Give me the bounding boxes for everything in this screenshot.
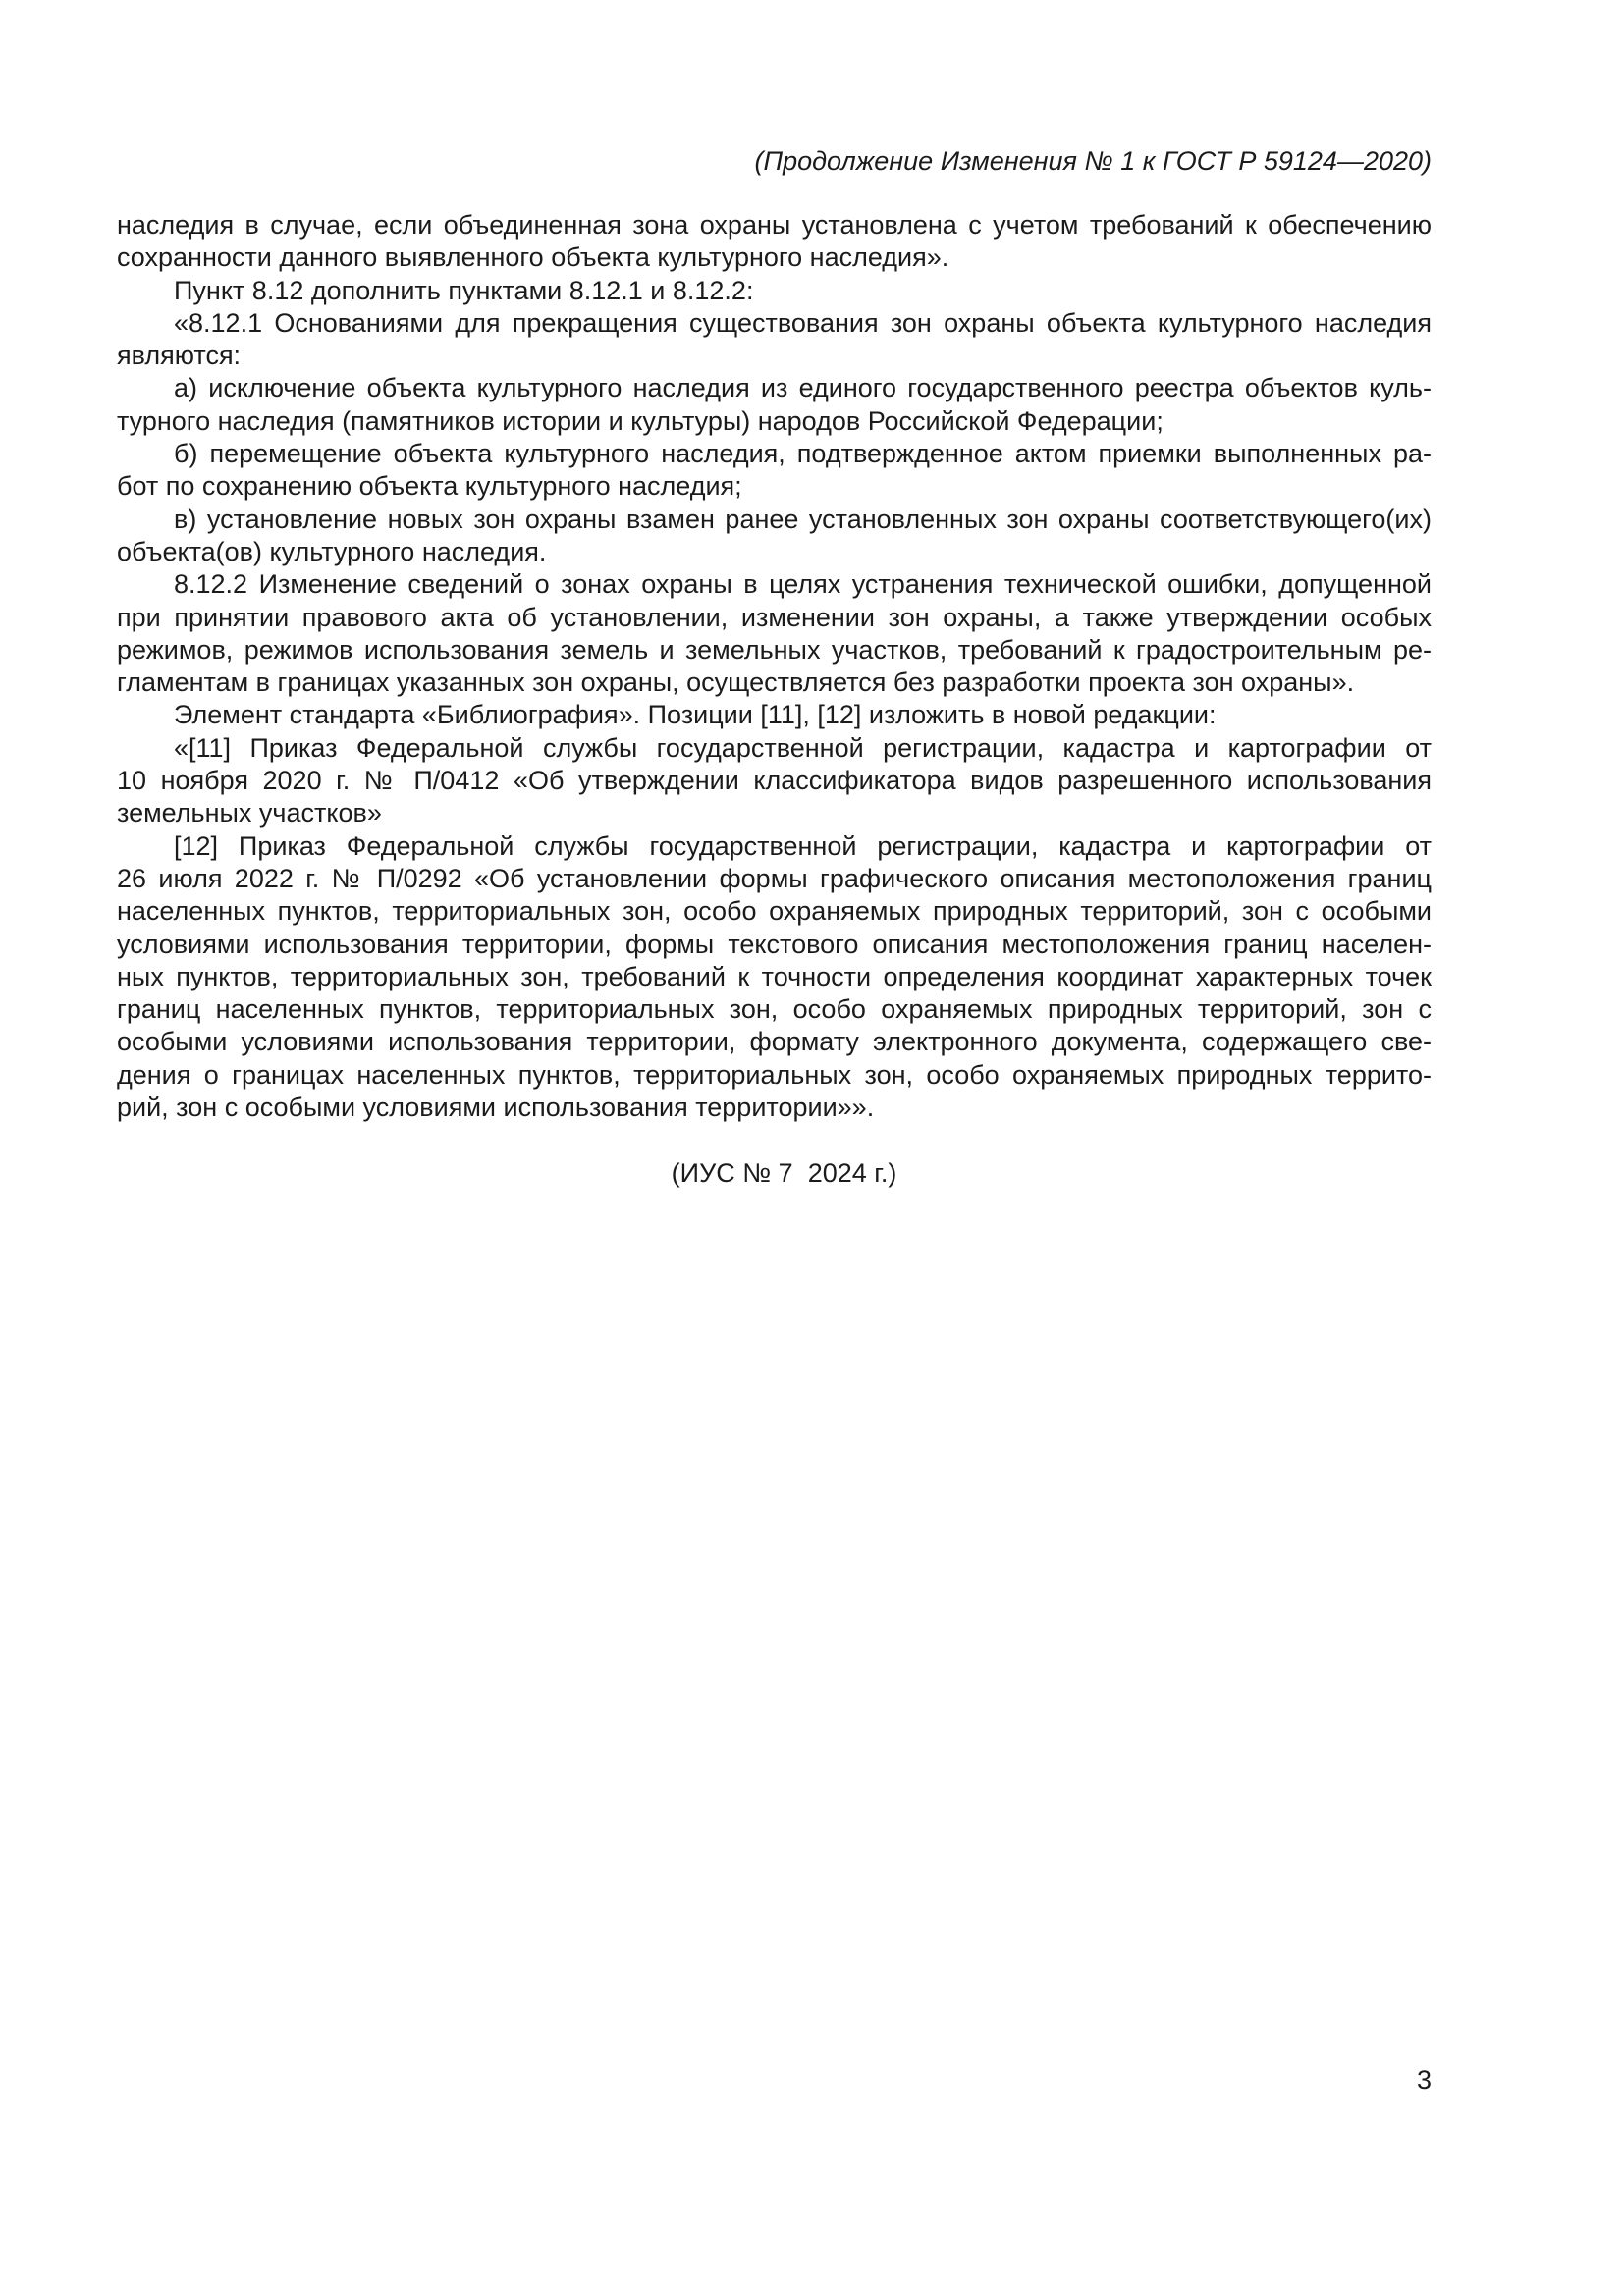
text-line: являются: bbox=[117, 341, 242, 371]
text-line: бот по сохранению объекта культурного наследия; bbox=[117, 471, 742, 502]
text-line: [12] Приказ Федеральной службы государственной регистрации, кадастра и картографии от bbox=[174, 830, 1432, 861]
text-line: границ населенных пунктов, территориальных зон, особо охраняемых природных территорий, зон с bbox=[117, 994, 1432, 1025]
text-line: особыми условиями использования территории, формату электронного документа, содержащего све- bbox=[117, 1027, 1432, 1057]
running-header: (Продолжение Изменения № 1 к ГОСТ Р 59124—2020) bbox=[754, 146, 1432, 176]
text-line: 26 июля 2022 г. № П/0292 «Об установлении формы графического описания местоположения границ bbox=[117, 863, 1432, 893]
text-line: в) установление новых зон охраны взамен ранее установленных зон охраны соответствующего(их) bbox=[174, 504, 1432, 534]
text-line: Пункт 8.12 дополнить пунктами 8.12.1 и 8.12.2: bbox=[174, 275, 754, 305]
text-line: рий, зон с особыми условиями использования территории»». bbox=[117, 1093, 875, 1123]
page-number: 3 bbox=[1416, 2065, 1432, 2095]
text-line: турного наследия (памятников истории и культуры) народов Российской Федерации; bbox=[117, 405, 1164, 436]
text-line: при принятии правового акта об установлении, изменении зон охраны, а также утверждении особых bbox=[117, 602, 1432, 632]
text-line: сохранности данного выявленного объекта культурного наследия». bbox=[117, 242, 949, 273]
text-line: условиями использования территории, формы текстового описания местоположения границ населен- bbox=[117, 929, 1432, 959]
text-line: наследия в случае, если объединенная зона охраны установлена с учетом требований к обеспечению bbox=[117, 210, 1432, 240]
text-line: дения о границах населенных пунктов, территориальных зон, особо охраняемых природных террито- bbox=[117, 1059, 1432, 1090]
text-line: режимов, режимов использования земель и земельных участков, требований к градостроительным ре- bbox=[117, 634, 1432, 665]
text-line: б) перемещение объекта культурного наследия, подтвержденное актом приемки выполненных ра- bbox=[174, 439, 1432, 469]
text-line: объекта(ов) культурного наследия. bbox=[117, 536, 547, 566]
text-line: «[11] Приказ Федеральной службы государственной регистрации, кадастра и картографии от bbox=[174, 732, 1432, 763]
text-line: 8.12.2 Изменение сведений о зонах охраны в целях устранения технической ошибки, допущенной bbox=[174, 569, 1432, 600]
text-line: «8.12.1 Основаниями для прекращения существования зон охраны объекта культурного наследия bbox=[174, 307, 1432, 338]
text-line: гламентам в границах указанных зон охраны, осуществляется без разработки проекта зон охраны». bbox=[117, 667, 1355, 698]
text-line: 10 ноября 2020 г. № П/0412 «Об утверждении классификатора видов разрешенного использования bbox=[117, 766, 1432, 796]
text-line: Элемент стандарта «Библиография». Позиции [11], [12] изложить в новой редакции: bbox=[174, 700, 1217, 730]
body-text bbox=[117, 209, 1432, 1190]
blank-line bbox=[117, 1124, 1432, 1156]
ius-note: (ИУС № 7 2024 г.) bbox=[671, 1157, 897, 1188]
text-line: земельных участков» bbox=[117, 798, 382, 828]
text-line: а) исключение объекта культурного наследия из единого государственного реестра объектов куль- bbox=[174, 373, 1432, 403]
text-line: ных пунктов, территориальных зон, требований к точности определения координат характерных точек bbox=[117, 961, 1432, 991]
text-line: населенных пунктов, территориальных зон, особо охраняемых природных территорий, зон с особыми bbox=[117, 896, 1432, 927]
